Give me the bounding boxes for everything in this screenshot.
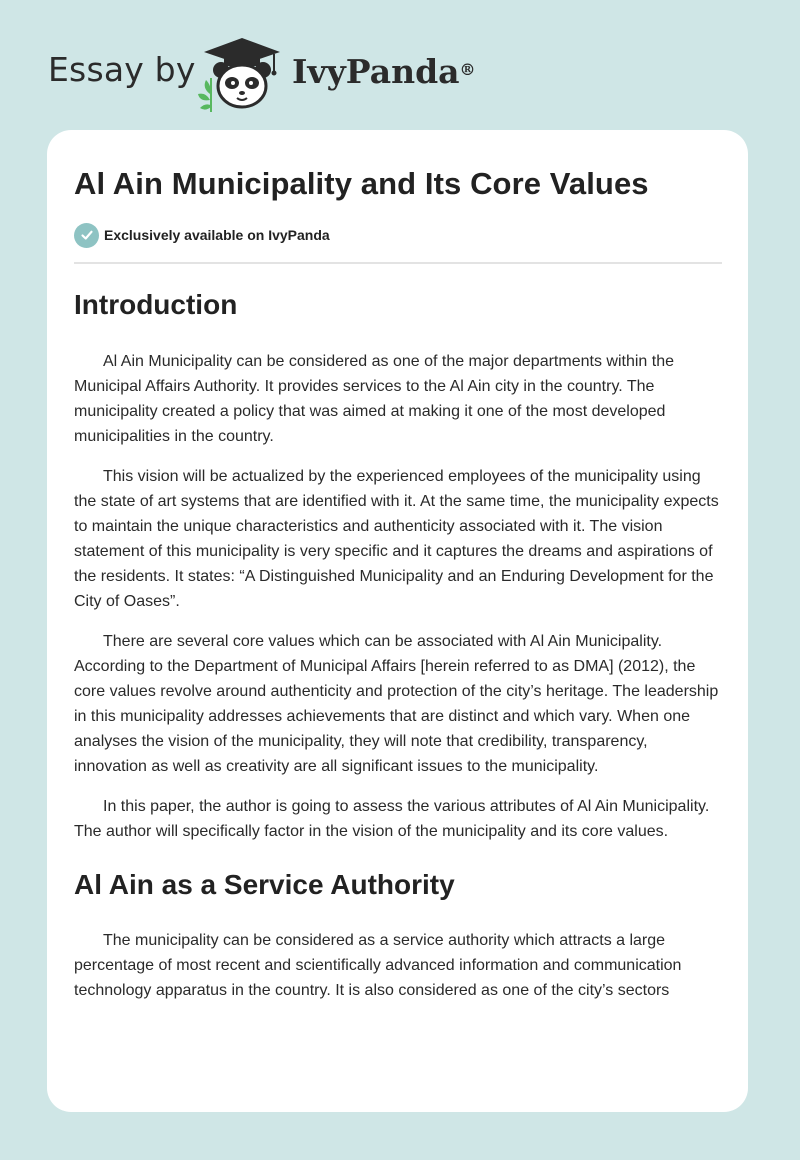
registered-mark: ® [459,60,476,79]
check-icon [74,223,99,248]
article-title: Al Ain Municipality and Its Core Values [74,166,649,201]
exclusive-label: Exclusively available on IvyPanda [104,227,330,243]
article-card [47,130,748,1112]
brand-prefix: Essay by [48,50,196,89]
brand-name[interactable] [292,52,476,92]
exclusive-badge [74,222,722,248]
paragraph: In this paper, the author is going to assess the various attributes of Al Ain Municipality. The author will specifically factor in the vision of the municipality and its core values. [74,798,710,840]
section-heading-introduction: Introduction [74,289,238,320]
paragraph: This vision will be actualized by the experienced employees of the municipality using the state of art systems that are identified with it. At the same time, the municipality expects to maintain the unique characteristics and authenticity associated with it. The vision statement of this municipality is very specific and it captures the dreams and aspirations of the residents. It states: “A Distinguished Municipality and an Enduring Development for the City of Oases”. [74,468,719,610]
paragraph: Al Ain Municipality can be considered as one of the major departments within the Municipal Affairs Authority. It provides services to the Al Ain city in the country. The municipality created a policy that was aimed at making it one of the most developed municipalities in the country. [74,353,674,445]
site-header [0,0,800,130]
panda-logo-icon[interactable] [196,32,288,112]
paragraph: There are several core values which can be associated with Al Ain Municipality. According to the Department of Municipal Affairs [herein referred to as DMA] (2012), the core values revolve around authenticity and protection of the city’s heritage. The leadership in this municipality addresses achievements that are distinct and which vary. When one analyses the vision of the municipality, they will note that credibility, transparency, innovation as well as creativity are all significant issues to the municipality. [74,633,719,775]
section-heading-service-authority: Al Ain as a Service Authority [74,869,455,900]
paragraph: The municipality can be considered as a service authority which attracts a large percentage of most recent and scientifically advanced information and communication technology apparatus in the country. It is also considered as one of the city’s sectors [74,932,682,999]
brand-name-text: IvyPanda [292,52,460,91]
title-divider [74,262,722,264]
